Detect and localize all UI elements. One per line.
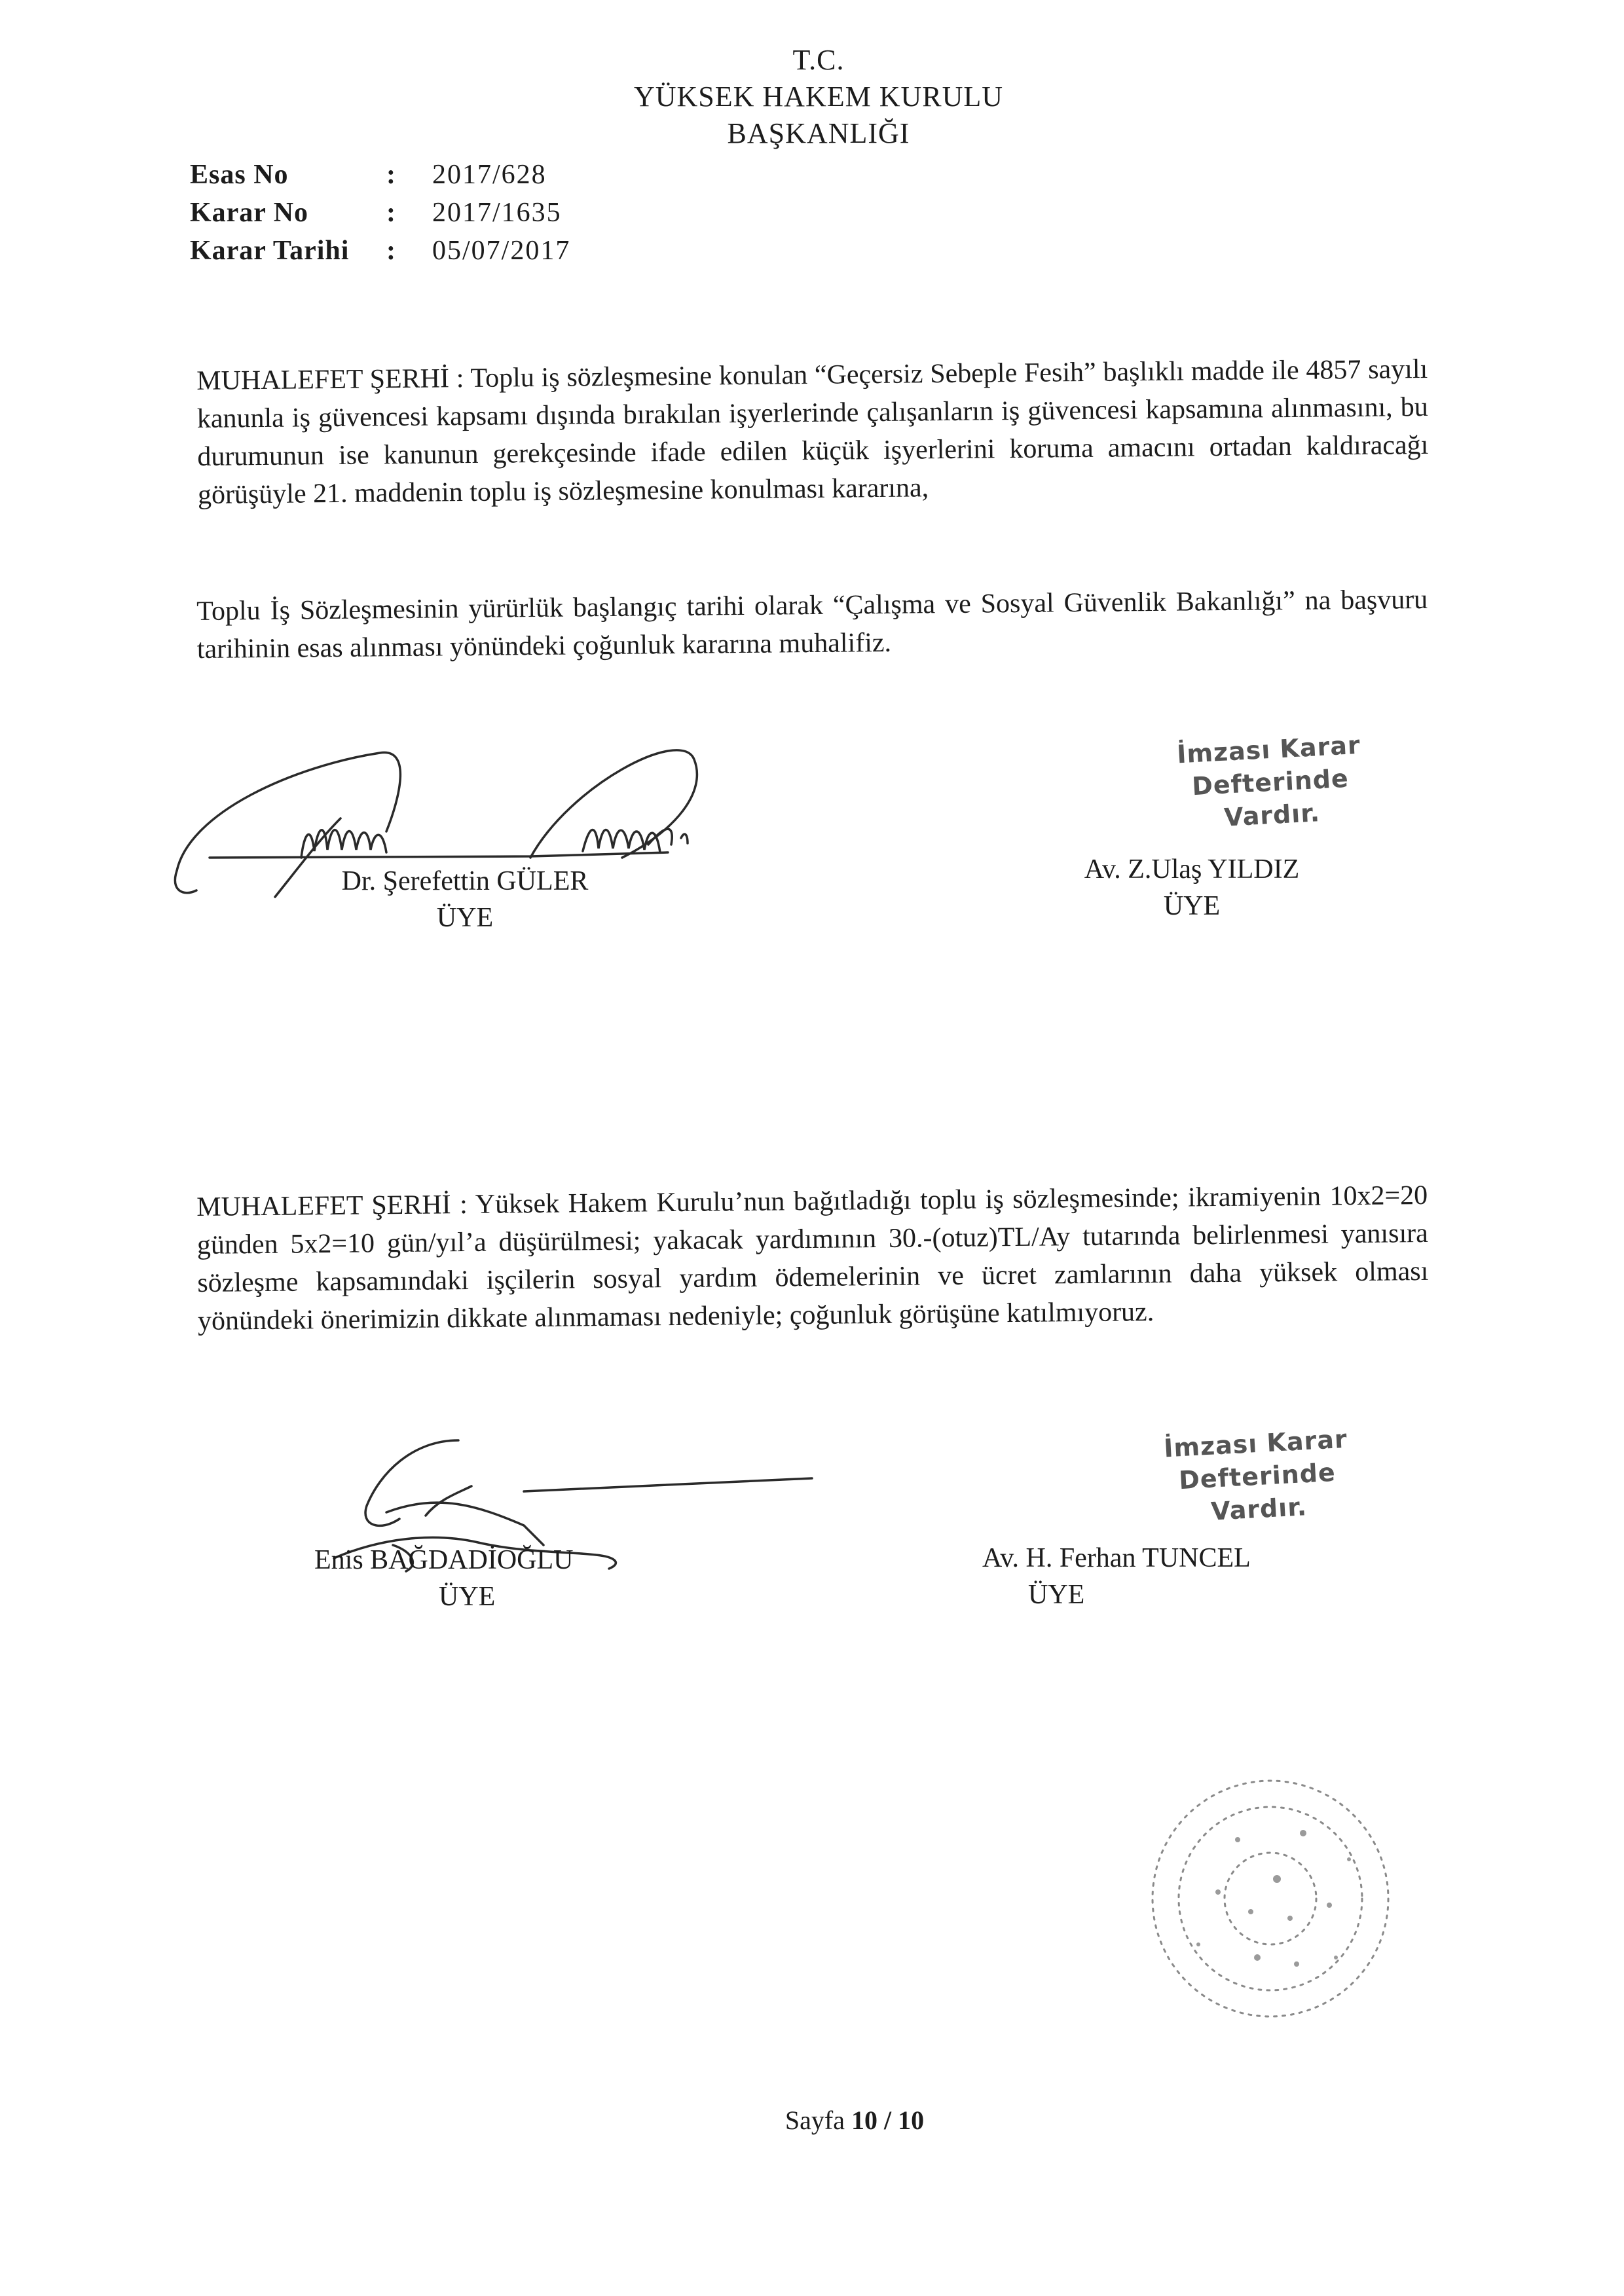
case-value: 2017/628: [432, 160, 547, 190]
signatory-name: Dr. Şerefettin GÜLER: [341, 866, 589, 896]
signature-on-file-note: [1098, 1419, 1416, 1534]
page-indicator: [785, 2104, 924, 2138]
case-value: 05/07/2017: [432, 236, 571, 266]
institution-header: [602, 42, 1035, 152]
case-row-karar: [190, 194, 570, 232]
case-label: Esas No: [190, 160, 289, 190]
signatory-guler: [282, 863, 648, 936]
dissent-1-text-1: MUHALEFET ŞERHİ : Toplu iş sözleşmesine konulan “Geçersiz Sebeple Fesih” başlıklı madde ile 4857 sayılı kanunla iş güvencesi kapsamı dışında bırakılan işyerlerinde çalışanların iş güvencesi kapsamına alınmasını, bu durumunun ise kanunun gerekçesinde ifade edilen küçük işyerlerini koruma amacını ortadan kaldıracağı görüşüyle 21. maddenin toplu iş sözleşmesine konulması kararına,: [196, 354, 1429, 510]
signatory-name: Av. Z.Ulaş YILDIZ: [1084, 854, 1300, 884]
signatory-yildiz: [1035, 851, 1349, 924]
page-footer: [0, 2104, 1624, 2138]
stamp-note-line-2: Vardır.: [1223, 798, 1321, 832]
signatory-role: ÜYE: [1028, 1580, 1085, 1610]
dissent-1-paragraph-1: [196, 350, 1429, 514]
case-label: Karar No: [190, 198, 309, 228]
case-row-tarih: [190, 232, 570, 270]
header-line-tc: T.C.: [792, 44, 845, 76]
stamp-note-line-1: İmzası Karar Defterinde: [1163, 1424, 1348, 1495]
page-number: 10 / 10: [851, 2105, 925, 2135]
case-row-esas: [190, 156, 570, 194]
signatory-role: ÜYE: [1163, 891, 1221, 921]
case-separator: :: [386, 236, 396, 266]
signature-on-file-note: [1111, 725, 1430, 840]
case-label: Karar Tarihi: [190, 236, 350, 266]
official-seal-icon: [1139, 1761, 1401, 2036]
signatory-tuncel: [982, 1540, 1323, 1613]
case-info: [190, 156, 570, 270]
signatory-role: ÜYE: [439, 1582, 496, 1612]
dissent-1-paragraph-2: [196, 581, 1428, 668]
stamp-note-line-2: Vardır.: [1210, 1492, 1308, 1526]
signatory-bagdadioglu: [314, 1542, 707, 1615]
case-value: 2017/1635: [432, 198, 562, 228]
dissent-2-paragraph: [196, 1176, 1429, 1340]
dissent-1-text-2: Toplu İş Sözleşmesinin yürürlük başlangıç tarihi olarak “Çalışma ve Sosyal Güvenlik Bakanlığı” na başvuru tarihinin esas alınması yönündeki çoğunluk kararına muhalifiz.: [196, 584, 1428, 665]
signatory-role: ÜYE: [436, 903, 494, 933]
stamp-note-line-1: İmzası Karar Defterinde: [1176, 730, 1361, 801]
signatory-name: Av. H. Ferhan TUNCEL: [982, 1543, 1251, 1573]
case-separator: :: [386, 160, 396, 190]
dissent-2-text: MUHALEFET ŞERHİ : Yüksek Hakem Kurulu’nun bağıtladığı toplu iş sözleşmesinde; ikramiyenin 10x2=20 günden 5x2=10 gün/yıl’a düşürülmesi; yakacak yardımının 30.-(otuz)TL/Ay tutarında belirlenmesi yanısıra sözleşme kapsamındaki işçilerin sosyal yardım ödemelerinin ve ücret zamlarının daha yüksek olması yönündeki önerimizin dikkate alınmaması nedeniyle; çoğunluk görüşüne katılmıyoruz.: [196, 1180, 1429, 1336]
header-line-presidency: BAŞKANLIĞI: [727, 117, 910, 149]
page-label: Sayfa: [784, 2105, 845, 2135]
case-separator: :: [386, 198, 396, 228]
signatory-name: Enis BAĞDADİOĞLU: [314, 1545, 574, 1575]
header-line-institution: YÜKSEK HAKEM KURULU: [633, 81, 1004, 113]
